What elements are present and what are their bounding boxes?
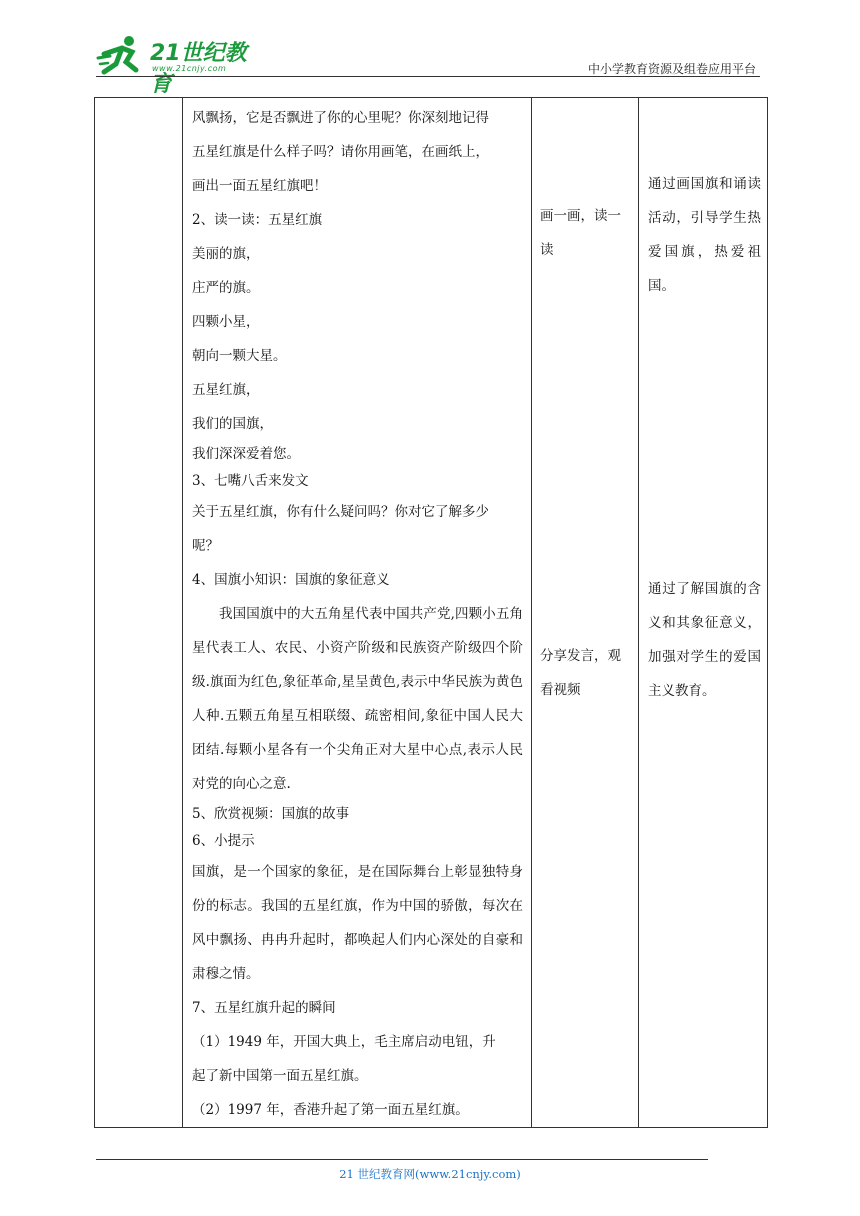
page-footer: 21 世纪教育网(www.21cnjy.com) (339, 1167, 521, 1181)
content-line: 我们深深爱着您。 (192, 446, 300, 462)
content-line: 3、七嘴八舌来发文 (192, 473, 309, 489)
content-line: 五星红旗是什么样子吗？请你用画笔，在画纸上， (192, 144, 489, 160)
content-line: 美丽的旗， (192, 246, 260, 262)
content-line: 6、小提示 (192, 833, 255, 849)
content-line: 7、五星红旗升起的瞬间 (192, 1000, 336, 1016)
content-line: 四颗小星， (192, 314, 260, 330)
design-intent-1: 通过画国旗和诵读活动，引导学生热爱国旗，热爱祖国。 (648, 176, 761, 294)
design-intent-2: 通过了解国旗的含义和其象征意义，加强对学生的爱国主义教育。 (648, 581, 761, 699)
page-header (96, 30, 760, 97)
content-line: （1）1949 年，开国大典上，毛主席启动电钮，升 (192, 1034, 496, 1050)
header-tagline: 中小学教育资源及组卷应用平台 (587, 62, 756, 76)
content-line: 我们的国旗， (192, 416, 273, 432)
stage-cell (95, 98, 183, 1128)
student-activity-cell (532, 98, 639, 1128)
content-line: 风飘扬，它是否飘进了你的心里呢？你深刻地记得 (192, 110, 489, 126)
student-activity-2: 分享发言，观看视频 (540, 648, 621, 698)
student-activity-1: 画一画，读一读 (540, 208, 621, 258)
lesson-table (94, 97, 768, 1128)
footer-divider (96, 1159, 708, 1160)
tip-paragraph: 国旗，是一个国家的象征，是在国际舞台上彰显独特身份的标志。我国的五星红旗，作为中国的骄傲，每次在风中飘扬、冉冉升起时，都唤起人们内心深处的自豪和肃穆之情。 (192, 864, 523, 982)
content-line: 呢？ (192, 538, 219, 554)
content-line: 朝向一颗大星。 (192, 348, 287, 364)
logo-url: www.21cnjy.com (152, 64, 227, 73)
teacher-activity-cell (183, 98, 532, 1128)
runner-logo-icon (96, 34, 150, 78)
site-logo (96, 34, 266, 97)
content-line: 4、国旗小知识：国旗的象征意义 (192, 572, 390, 588)
content-line: （2）1997 年，香港升起了第一面五星红旗。 (192, 1102, 469, 1118)
header-divider (96, 76, 760, 77)
logo-text: 21世纪教育 (150, 41, 247, 97)
content-line: 关于五星红旗，你有什么疑问吗？你对它了解多少 (192, 504, 489, 520)
design-intent-cell (639, 98, 768, 1128)
content-line: 5、欣赏视频：国旗的故事 (192, 806, 350, 822)
content-line: 五星红旗， (192, 382, 260, 398)
symbol-paragraph: 我国国旗中的大五角星代表中国共产党,四颗小五角星代表工人、农民、小资产阶级和民族资产阶级四个阶级.旗面为红色,象征革命,星呈黄色,表示中华民族为黄色人种.五颗五角星互相联缀、疏密相间,象征中国人民大团结.每颗小星各有一个尖角正对大星中心点,表示人民对党的向心之意. (192, 606, 523, 792)
content-line: 画出一面五星红旗吧！ (192, 178, 327, 194)
content-line: 2、读一读：五星红旗 (192, 212, 323, 228)
content-line: 起了新中国第一面五星红旗。 (192, 1068, 368, 1084)
content-line: 庄严的旗。 (192, 280, 260, 296)
